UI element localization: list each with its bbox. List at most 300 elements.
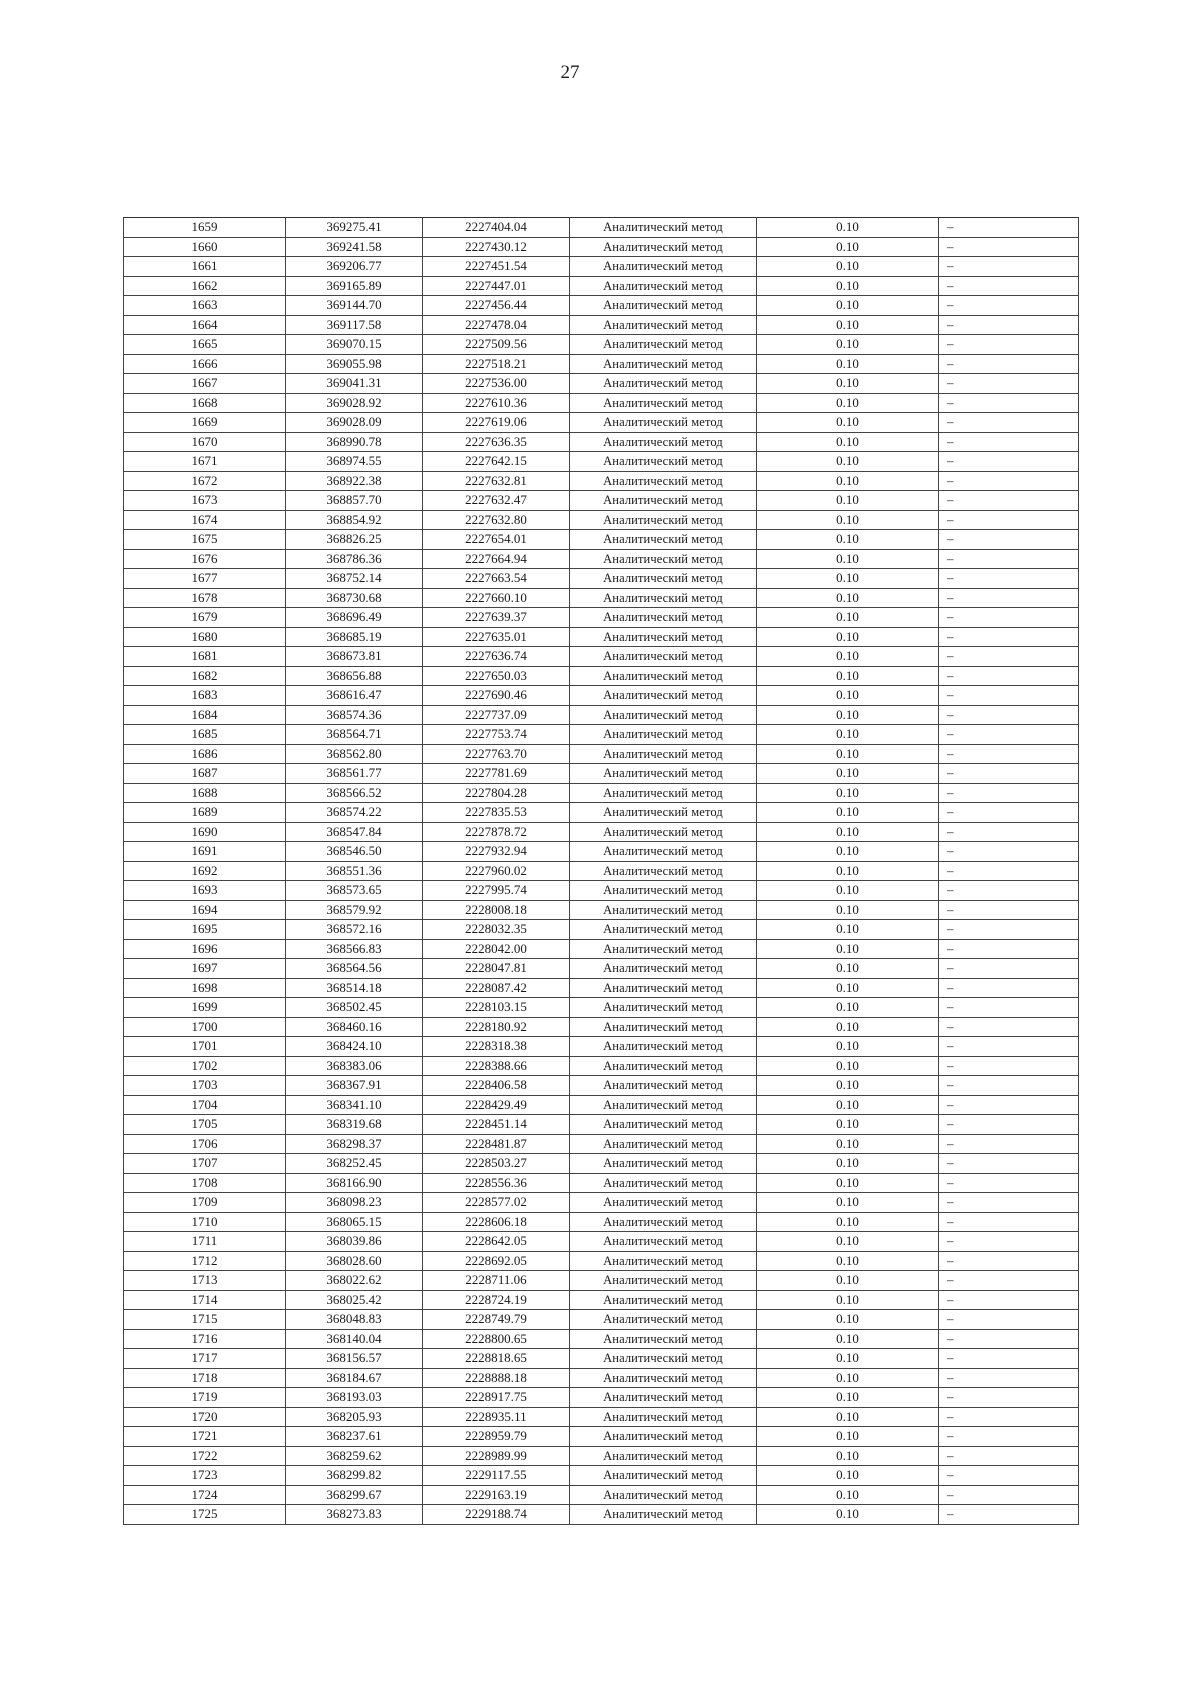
table-row: [124, 1115, 1079, 1135]
accuracy-cell: 0.10: [757, 335, 939, 355]
table-row: [124, 354, 1079, 374]
accuracy-cell: 0.10: [757, 959, 939, 979]
point-number-cell: 1667: [124, 374, 286, 394]
description-cell: –: [939, 1407, 1079, 1427]
table-row: [124, 1212, 1079, 1232]
y-coordinate-cell: 2227632.47: [423, 491, 570, 511]
y-coordinate-cell: 2227804.28: [423, 783, 570, 803]
y-coordinate-cell: 2227635.01: [423, 627, 570, 647]
description-cell: –: [939, 920, 1079, 940]
point-number-cell: 1716: [124, 1329, 286, 1349]
x-coordinate-cell: 368566.52: [286, 783, 423, 803]
x-coordinate-cell: 368547.84: [286, 822, 423, 842]
x-coordinate-cell: 368299.82: [286, 1466, 423, 1486]
y-coordinate-cell: 2227518.21: [423, 354, 570, 374]
description-cell: –: [939, 686, 1079, 706]
point-number-cell: 1693: [124, 881, 286, 901]
table-row: [124, 627, 1079, 647]
accuracy-cell: 0.10: [757, 1407, 939, 1427]
method-cell: Аналитический метод: [570, 783, 757, 803]
method-cell: Аналитический метод: [570, 315, 757, 335]
x-coordinate-cell: 368857.70: [286, 491, 423, 511]
y-coordinate-cell: 2227451.54: [423, 257, 570, 277]
page-number: 27: [560, 62, 580, 83]
point-number-cell: 1678: [124, 588, 286, 608]
accuracy-cell: 0.10: [757, 627, 939, 647]
point-number-cell: 1669: [124, 413, 286, 433]
description-cell: –: [939, 627, 1079, 647]
method-cell: Аналитический метод: [570, 257, 757, 277]
table-row: [124, 315, 1079, 335]
method-cell: Аналитический метод: [570, 276, 757, 296]
x-coordinate-cell: 368573.65: [286, 881, 423, 901]
table-row: [124, 920, 1079, 940]
accuracy-cell: 0.10: [757, 237, 939, 257]
y-coordinate-cell: 2228103.15: [423, 998, 570, 1018]
accuracy-cell: 0.10: [757, 744, 939, 764]
point-number-cell: 1682: [124, 666, 286, 686]
table-row: [124, 686, 1079, 706]
description-cell: –: [939, 374, 1079, 394]
point-number-cell: 1689: [124, 803, 286, 823]
method-cell: Аналитический метод: [570, 1095, 757, 1115]
table-row: [124, 666, 1079, 686]
method-cell: Аналитический метод: [570, 1251, 757, 1271]
point-number-cell: 1697: [124, 959, 286, 979]
y-coordinate-cell: 2228481.87: [423, 1134, 570, 1154]
accuracy-cell: 0.10: [757, 803, 939, 823]
y-coordinate-cell: 2227536.00: [423, 374, 570, 394]
description-cell: –: [939, 491, 1079, 511]
point-number-cell: 1709: [124, 1193, 286, 1213]
table-row: [124, 1466, 1079, 1486]
accuracy-cell: 0.10: [757, 842, 939, 862]
table-row: [124, 1485, 1079, 1505]
accuracy-cell: 0.10: [757, 1388, 939, 1408]
point-number-cell: 1683: [124, 686, 286, 706]
point-number-cell: 1718: [124, 1368, 286, 1388]
x-coordinate-cell: 368166.90: [286, 1173, 423, 1193]
y-coordinate-cell: 2227456.44: [423, 296, 570, 316]
y-coordinate-cell: 2227932.94: [423, 842, 570, 862]
description-cell: –: [939, 1368, 1079, 1388]
x-coordinate-cell: 368546.50: [286, 842, 423, 862]
method-cell: Аналитический метод: [570, 978, 757, 998]
method-cell: Аналитический метод: [570, 413, 757, 433]
point-number-cell: 1663: [124, 296, 286, 316]
y-coordinate-cell: 2228180.92: [423, 1017, 570, 1037]
description-cell: –: [939, 276, 1079, 296]
accuracy-cell: 0.10: [757, 978, 939, 998]
description-cell: –: [939, 315, 1079, 335]
method-cell: Аналитический метод: [570, 296, 757, 316]
y-coordinate-cell: 2228577.02: [423, 1193, 570, 1213]
accuracy-cell: 0.10: [757, 413, 939, 433]
table-row: [124, 335, 1079, 355]
point-number-cell: 1722: [124, 1446, 286, 1466]
table-row: [124, 491, 1079, 511]
point-number-cell: 1723: [124, 1466, 286, 1486]
y-coordinate-cell: 2228032.35: [423, 920, 570, 940]
method-cell: Аналитический метод: [570, 608, 757, 628]
point-number-cell: 1686: [124, 744, 286, 764]
y-coordinate-cell: 2228047.81: [423, 959, 570, 979]
x-coordinate-cell: 368574.36: [286, 705, 423, 725]
x-coordinate-cell: 368685.19: [286, 627, 423, 647]
accuracy-cell: 0.10: [757, 276, 939, 296]
accuracy-cell: 0.10: [757, 939, 939, 959]
x-coordinate-cell: 368990.78: [286, 432, 423, 452]
accuracy-cell: 0.10: [757, 1232, 939, 1252]
point-number-cell: 1679: [124, 608, 286, 628]
accuracy-cell: 0.10: [757, 315, 939, 335]
x-coordinate-cell: 369117.58: [286, 315, 423, 335]
method-cell: Аналитический метод: [570, 1310, 757, 1330]
table-row: [124, 783, 1079, 803]
x-coordinate-cell: 368826.25: [286, 530, 423, 550]
accuracy-cell: 0.10: [757, 1271, 939, 1291]
table-row: [124, 588, 1079, 608]
method-cell: Аналитический метод: [570, 1232, 757, 1252]
y-coordinate-cell: 2228451.14: [423, 1115, 570, 1135]
table-row: [124, 530, 1079, 550]
table-row: [124, 1251, 1079, 1271]
x-coordinate-cell: 368854.92: [286, 510, 423, 530]
y-coordinate-cell: 2228008.18: [423, 900, 570, 920]
y-coordinate-cell: 2229188.74: [423, 1505, 570, 1525]
description-cell: –: [939, 510, 1079, 530]
accuracy-cell: 0.10: [757, 998, 939, 1018]
point-number-cell: 1662: [124, 276, 286, 296]
table-row: [124, 1056, 1079, 1076]
description-cell: –: [939, 549, 1079, 569]
accuracy-cell: 0.10: [757, 1115, 939, 1135]
y-coordinate-cell: 2227878.72: [423, 822, 570, 842]
x-coordinate-cell: 368551.36: [286, 861, 423, 881]
point-number-cell: 1720: [124, 1407, 286, 1427]
description-cell: –: [939, 1466, 1079, 1486]
point-number-cell: 1681: [124, 647, 286, 667]
method-cell: Аналитический метод: [570, 1115, 757, 1135]
method-cell: Аналитический метод: [570, 881, 757, 901]
accuracy-cell: 0.10: [757, 822, 939, 842]
point-number-cell: 1698: [124, 978, 286, 998]
point-number-cell: 1672: [124, 471, 286, 491]
accuracy-cell: 0.10: [757, 218, 939, 238]
table-row: [124, 1310, 1079, 1330]
point-number-cell: 1717: [124, 1349, 286, 1369]
method-cell: Аналитический метод: [570, 549, 757, 569]
x-coordinate-cell: 368028.60: [286, 1251, 423, 1271]
table-row: [124, 471, 1079, 491]
method-cell: Аналитический метод: [570, 939, 757, 959]
table-row: [124, 939, 1079, 959]
accuracy-cell: 0.10: [757, 1056, 939, 1076]
accuracy-cell: 0.10: [757, 1368, 939, 1388]
method-cell: Аналитический метод: [570, 432, 757, 452]
accuracy-cell: 0.10: [757, 666, 939, 686]
description-cell: –: [939, 569, 1079, 589]
accuracy-cell: 0.10: [757, 725, 939, 745]
description-cell: –: [939, 530, 1079, 550]
description-cell: –: [939, 1329, 1079, 1349]
accuracy-cell: 0.10: [757, 920, 939, 940]
description-cell: –: [939, 1056, 1079, 1076]
point-number-cell: 1692: [124, 861, 286, 881]
description-cell: –: [939, 764, 1079, 784]
x-coordinate-cell: 368562.80: [286, 744, 423, 764]
accuracy-cell: 0.10: [757, 569, 939, 589]
accuracy-cell: 0.10: [757, 354, 939, 374]
point-number-cell: 1660: [124, 237, 286, 257]
y-coordinate-cell: 2227619.06: [423, 413, 570, 433]
y-coordinate-cell: 2227660.10: [423, 588, 570, 608]
method-cell: Аналитический метод: [570, 744, 757, 764]
point-number-cell: 1702: [124, 1056, 286, 1076]
method-cell: Аналитический метод: [570, 510, 757, 530]
point-number-cell: 1710: [124, 1212, 286, 1232]
x-coordinate-cell: 368367.91: [286, 1076, 423, 1096]
accuracy-cell: 0.10: [757, 296, 939, 316]
method-cell: Аналитический метод: [570, 1407, 757, 1427]
accuracy-cell: 0.10: [757, 1095, 939, 1115]
y-coordinate-cell: 2227737.09: [423, 705, 570, 725]
table-row: [124, 1095, 1079, 1115]
table-row: [124, 608, 1079, 628]
accuracy-cell: 0.10: [757, 549, 939, 569]
x-coordinate-cell: 368193.03: [286, 1388, 423, 1408]
y-coordinate-cell: 2228406.58: [423, 1076, 570, 1096]
point-number-cell: 1666: [124, 354, 286, 374]
description-cell: –: [939, 744, 1079, 764]
x-coordinate-cell: 369028.92: [286, 393, 423, 413]
description-cell: –: [939, 1485, 1079, 1505]
method-cell: Аналитический метод: [570, 1329, 757, 1349]
point-number-cell: 1694: [124, 900, 286, 920]
coordinates-table-body: [124, 218, 1079, 1525]
accuracy-cell: 0.10: [757, 393, 939, 413]
method-cell: Аналитический метод: [570, 1271, 757, 1291]
method-cell: Аналитический метод: [570, 335, 757, 355]
table-row: [124, 998, 1079, 1018]
accuracy-cell: 0.10: [757, 257, 939, 277]
point-number-cell: 1708: [124, 1173, 286, 1193]
y-coordinate-cell: 2227404.04: [423, 218, 570, 238]
x-coordinate-cell: 368574.22: [286, 803, 423, 823]
description-cell: –: [939, 1251, 1079, 1271]
method-cell: Аналитический метод: [570, 1505, 757, 1525]
point-number-cell: 1668: [124, 393, 286, 413]
point-number-cell: 1659: [124, 218, 286, 238]
method-cell: Аналитический метод: [570, 218, 757, 238]
table-row: [124, 1232, 1079, 1252]
x-coordinate-cell: 369206.77: [286, 257, 423, 277]
table-row: [124, 861, 1079, 881]
x-coordinate-cell: 368184.67: [286, 1368, 423, 1388]
description-cell: –: [939, 296, 1079, 316]
point-number-cell: 1714: [124, 1290, 286, 1310]
accuracy-cell: 0.10: [757, 900, 939, 920]
table-row: [124, 218, 1079, 238]
description-cell: –: [939, 881, 1079, 901]
accuracy-cell: 0.10: [757, 1505, 939, 1525]
y-coordinate-cell: 2228959.79: [423, 1427, 570, 1447]
x-coordinate-cell: 369275.41: [286, 218, 423, 238]
description-cell: –: [939, 1349, 1079, 1369]
y-coordinate-cell: 2227690.46: [423, 686, 570, 706]
point-number-cell: 1676: [124, 549, 286, 569]
accuracy-cell: 0.10: [757, 783, 939, 803]
method-cell: Аналитический метод: [570, 1446, 757, 1466]
point-number-cell: 1704: [124, 1095, 286, 1115]
method-cell: Аналитический метод: [570, 686, 757, 706]
method-cell: Аналитический метод: [570, 1056, 757, 1076]
x-coordinate-cell: 368561.77: [286, 764, 423, 784]
method-cell: Аналитический метод: [570, 530, 757, 550]
description-cell: –: [939, 413, 1079, 433]
x-coordinate-cell: 368025.42: [286, 1290, 423, 1310]
table-row: [124, 413, 1079, 433]
method-cell: Аналитический метод: [570, 374, 757, 394]
method-cell: Аналитический метод: [570, 920, 757, 940]
method-cell: Аналитический метод: [570, 1388, 757, 1408]
method-cell: Аналитический метод: [570, 1212, 757, 1232]
description-cell: –: [939, 1017, 1079, 1037]
method-cell: Аналитический метод: [570, 1485, 757, 1505]
method-cell: Аналитический метод: [570, 900, 757, 920]
table-row: [124, 705, 1079, 725]
y-coordinate-cell: 2228917.75: [423, 1388, 570, 1408]
accuracy-cell: 0.10: [757, 471, 939, 491]
accuracy-cell: 0.10: [757, 1290, 939, 1310]
method-cell: Аналитический метод: [570, 1349, 757, 1369]
description-cell: –: [939, 1212, 1079, 1232]
accuracy-cell: 0.10: [757, 1173, 939, 1193]
x-coordinate-cell: 368656.88: [286, 666, 423, 686]
point-number-cell: 1724: [124, 1485, 286, 1505]
table-row: [124, 237, 1079, 257]
table-row: [124, 1134, 1079, 1154]
point-number-cell: 1700: [124, 1017, 286, 1037]
accuracy-cell: 0.10: [757, 1310, 939, 1330]
x-coordinate-cell: 368673.81: [286, 647, 423, 667]
y-coordinate-cell: 2228388.66: [423, 1056, 570, 1076]
x-coordinate-cell: 368098.23: [286, 1193, 423, 1213]
y-coordinate-cell: 2227664.94: [423, 549, 570, 569]
point-number-cell: 1712: [124, 1251, 286, 1271]
table-row: [124, 1017, 1079, 1037]
description-cell: –: [939, 1173, 1079, 1193]
y-coordinate-cell: 2227781.69: [423, 764, 570, 784]
description-cell: –: [939, 647, 1079, 667]
description-cell: –: [939, 842, 1079, 862]
accuracy-cell: 0.10: [757, 764, 939, 784]
description-cell: –: [939, 1290, 1079, 1310]
description-cell: –: [939, 1076, 1079, 1096]
y-coordinate-cell: 2227995.74: [423, 881, 570, 901]
method-cell: Аналитический метод: [570, 1427, 757, 1447]
x-coordinate-cell: 368048.83: [286, 1310, 423, 1330]
method-cell: Аналитический метод: [570, 666, 757, 686]
method-cell: Аналитический метод: [570, 1290, 757, 1310]
y-coordinate-cell: 2227430.12: [423, 237, 570, 257]
description-cell: –: [939, 803, 1079, 823]
table-row: [124, 725, 1079, 745]
description-cell: –: [939, 705, 1079, 725]
method-cell: Аналитический метод: [570, 452, 757, 472]
point-number-cell: 1695: [124, 920, 286, 940]
table-row: [124, 1427, 1079, 1447]
description-cell: –: [939, 725, 1079, 745]
method-cell: Аналитический метод: [570, 471, 757, 491]
x-coordinate-cell: 368205.93: [286, 1407, 423, 1427]
description-cell: –: [939, 666, 1079, 686]
y-coordinate-cell: 2227632.81: [423, 471, 570, 491]
accuracy-cell: 0.10: [757, 1017, 939, 1037]
method-cell: Аналитический метод: [570, 588, 757, 608]
x-coordinate-cell: 368065.15: [286, 1212, 423, 1232]
y-coordinate-cell: 2227478.04: [423, 315, 570, 335]
y-coordinate-cell: 2227753.74: [423, 725, 570, 745]
table-row: [124, 257, 1079, 277]
x-coordinate-cell: 368974.55: [286, 452, 423, 472]
point-number-cell: 1675: [124, 530, 286, 550]
y-coordinate-cell: 2227663.54: [423, 569, 570, 589]
accuracy-cell: 0.10: [757, 1427, 939, 1447]
point-number-cell: 1696: [124, 939, 286, 959]
description-cell: –: [939, 783, 1079, 803]
method-cell: Аналитический метод: [570, 1037, 757, 1057]
description-cell: –: [939, 588, 1079, 608]
accuracy-cell: 0.10: [757, 1193, 939, 1213]
point-number-cell: 1690: [124, 822, 286, 842]
table-row: [124, 1076, 1079, 1096]
point-number-cell: 1691: [124, 842, 286, 862]
accuracy-cell: 0.10: [757, 1076, 939, 1096]
accuracy-cell: 0.10: [757, 608, 939, 628]
point-number-cell: 1687: [124, 764, 286, 784]
y-coordinate-cell: 2228749.79: [423, 1310, 570, 1330]
x-coordinate-cell: 369055.98: [286, 354, 423, 374]
x-coordinate-cell: 368786.36: [286, 549, 423, 569]
method-cell: Аналитический метод: [570, 1193, 757, 1213]
table-row: [124, 432, 1079, 452]
method-cell: Аналитический метод: [570, 861, 757, 881]
method-cell: Аналитический метод: [570, 1076, 757, 1096]
method-cell: Аналитический метод: [570, 705, 757, 725]
accuracy-cell: 0.10: [757, 1466, 939, 1486]
y-coordinate-cell: 2228888.18: [423, 1368, 570, 1388]
description-cell: –: [939, 1446, 1079, 1466]
point-number-cell: 1664: [124, 315, 286, 335]
x-coordinate-cell: 368579.92: [286, 900, 423, 920]
point-number-cell: 1707: [124, 1154, 286, 1174]
point-number-cell: 1711: [124, 1232, 286, 1252]
y-coordinate-cell: 2227639.37: [423, 608, 570, 628]
y-coordinate-cell: 2227654.01: [423, 530, 570, 550]
description-cell: –: [939, 1232, 1079, 1252]
x-coordinate-cell: 368752.14: [286, 569, 423, 589]
x-coordinate-cell: 368022.62: [286, 1271, 423, 1291]
x-coordinate-cell: 368237.61: [286, 1427, 423, 1447]
point-number-cell: 1701: [124, 1037, 286, 1057]
y-coordinate-cell: 2227835.53: [423, 803, 570, 823]
x-coordinate-cell: 369144.70: [286, 296, 423, 316]
x-coordinate-cell: 368319.68: [286, 1115, 423, 1135]
point-number-cell: 1661: [124, 257, 286, 277]
table-row: [124, 296, 1079, 316]
accuracy-cell: 0.10: [757, 1212, 939, 1232]
